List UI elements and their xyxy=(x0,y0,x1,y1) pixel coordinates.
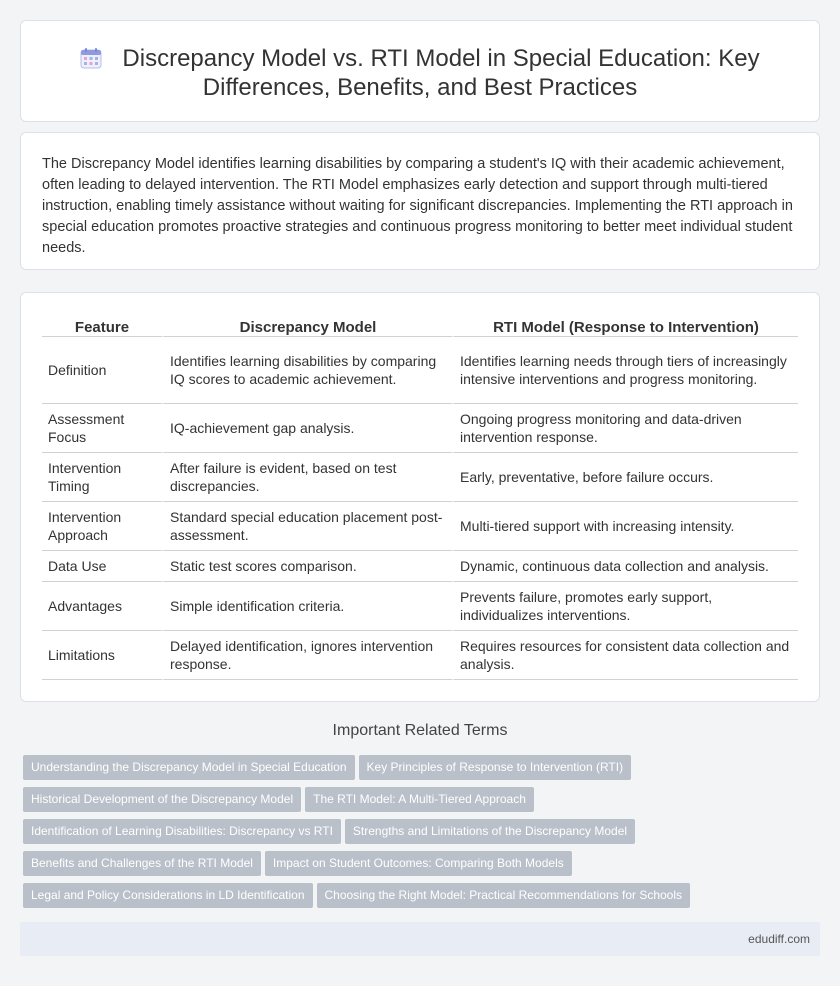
feature-cell: Advantages xyxy=(42,582,162,631)
related-terms-heading: Important Related Terms xyxy=(332,722,508,739)
discrepancy-cell: After failure is evident, based on test discrepancies. xyxy=(162,453,452,502)
table-row xyxy=(42,453,798,502)
rti-cell: Early, preventative, before failure occurs. xyxy=(452,453,798,502)
feature-cell: Intervention Timing xyxy=(42,453,162,502)
feature-cell: Definition xyxy=(42,337,162,404)
discrepancy-cell: Identifies learning disabilities by comparing IQ scores to academic achievement. xyxy=(162,337,452,404)
rti-cell: Prevents failure, promotes early support, individualizes interventions. xyxy=(452,582,798,631)
related-term-link[interactable]: Key Principles of Response to Intervention (RTI) xyxy=(359,755,632,780)
related-term-link[interactable]: Understanding the Discrepancy Model in Special Education xyxy=(23,755,355,780)
feature-cell: Data Use xyxy=(42,551,162,582)
related-term-link[interactable]: Benefits and Challenges of the RTI Model xyxy=(23,851,261,876)
comparison-table-card xyxy=(20,292,820,702)
related-term-link[interactable]: The RTI Model: A Multi-Tiered Approach xyxy=(305,787,534,812)
related-term-link[interactable]: Impact on Student Outcomes: Comparing Both Models xyxy=(265,851,572,876)
related-term-link[interactable]: Historical Development of the Discrepancy Model xyxy=(23,787,301,812)
related-terms-list xyxy=(23,755,813,915)
feature-cell: Intervention Approach xyxy=(42,502,162,551)
title-card xyxy=(20,20,820,122)
discrepancy-cell: Simple identification criteria. xyxy=(162,582,452,631)
discrepancy-cell: IQ-achievement gap analysis. xyxy=(162,404,452,453)
comparison-table xyxy=(42,317,798,680)
rti-cell: Ongoing progress monitoring and data-driven intervention response. xyxy=(452,404,798,453)
table-row xyxy=(42,337,798,404)
related-term-link[interactable]: Identification of Learning Disabilities: Discrepancy vs RTI xyxy=(23,819,341,844)
related-term-link[interactable]: Choosing the Right Model: Practical Recommendations for Schools xyxy=(317,883,691,908)
discrepancy-cell: Static test scores comparison. xyxy=(162,551,452,582)
table-row xyxy=(42,582,798,631)
footer-site-link[interactable]: edudiff.com xyxy=(748,932,810,946)
feature-cell: Limitations xyxy=(42,631,162,680)
table-row xyxy=(42,551,798,582)
rti-cell: Dynamic, continuous data collection and analysis. xyxy=(452,551,798,582)
table-header-row xyxy=(42,317,798,337)
header-discrepancy-model: Discrepancy Model xyxy=(162,317,452,337)
summary-card xyxy=(20,132,820,270)
page-title-wrap xyxy=(21,44,819,102)
table-row xyxy=(42,631,798,680)
discrepancy-cell: Standard special education placement post-assessment. xyxy=(162,502,452,551)
rti-cell: Multi-tiered support with increasing intensity. xyxy=(452,502,798,551)
discrepancy-cell: Delayed identification, ignores intervention response. xyxy=(162,631,452,680)
rti-cell: Identifies learning needs through tiers of increasingly intensive interventions and progress monitoring. xyxy=(452,337,798,404)
calendar-icon xyxy=(80,47,102,69)
related-term-link[interactable]: Legal and Policy Considerations in LD Identification xyxy=(23,883,313,908)
feature-cell: Assessment Focus xyxy=(42,404,162,453)
page-title: Discrepancy Model vs. RTI Model in Special Education: Key Differences, Benefits, and Best Practices xyxy=(122,45,760,101)
table-row xyxy=(42,502,798,551)
header-feature: Feature xyxy=(42,317,162,337)
related-term-link[interactable]: Strengths and Limitations of the Discrepancy Model xyxy=(345,819,635,844)
summary-text: The Discrepancy Model identifies learning disabilities by comparing a student's IQ with their academic achievement, often leading to delayed intervention. The RTI Model emphasizes early detection and support through multi-tiered instruction, enabling timely assistance without waiting for significant discrepancies. Implementing the RTI approach in special education promotes proactive strategies and continuous progress monitoring to better meet individual student needs. xyxy=(42,156,793,256)
table-row xyxy=(42,404,798,453)
rti-cell: Requires resources for consistent data collection and analysis. xyxy=(452,631,798,680)
header-rti-model: RTI Model (Response to Intervention) xyxy=(452,317,798,337)
footer xyxy=(20,922,820,956)
